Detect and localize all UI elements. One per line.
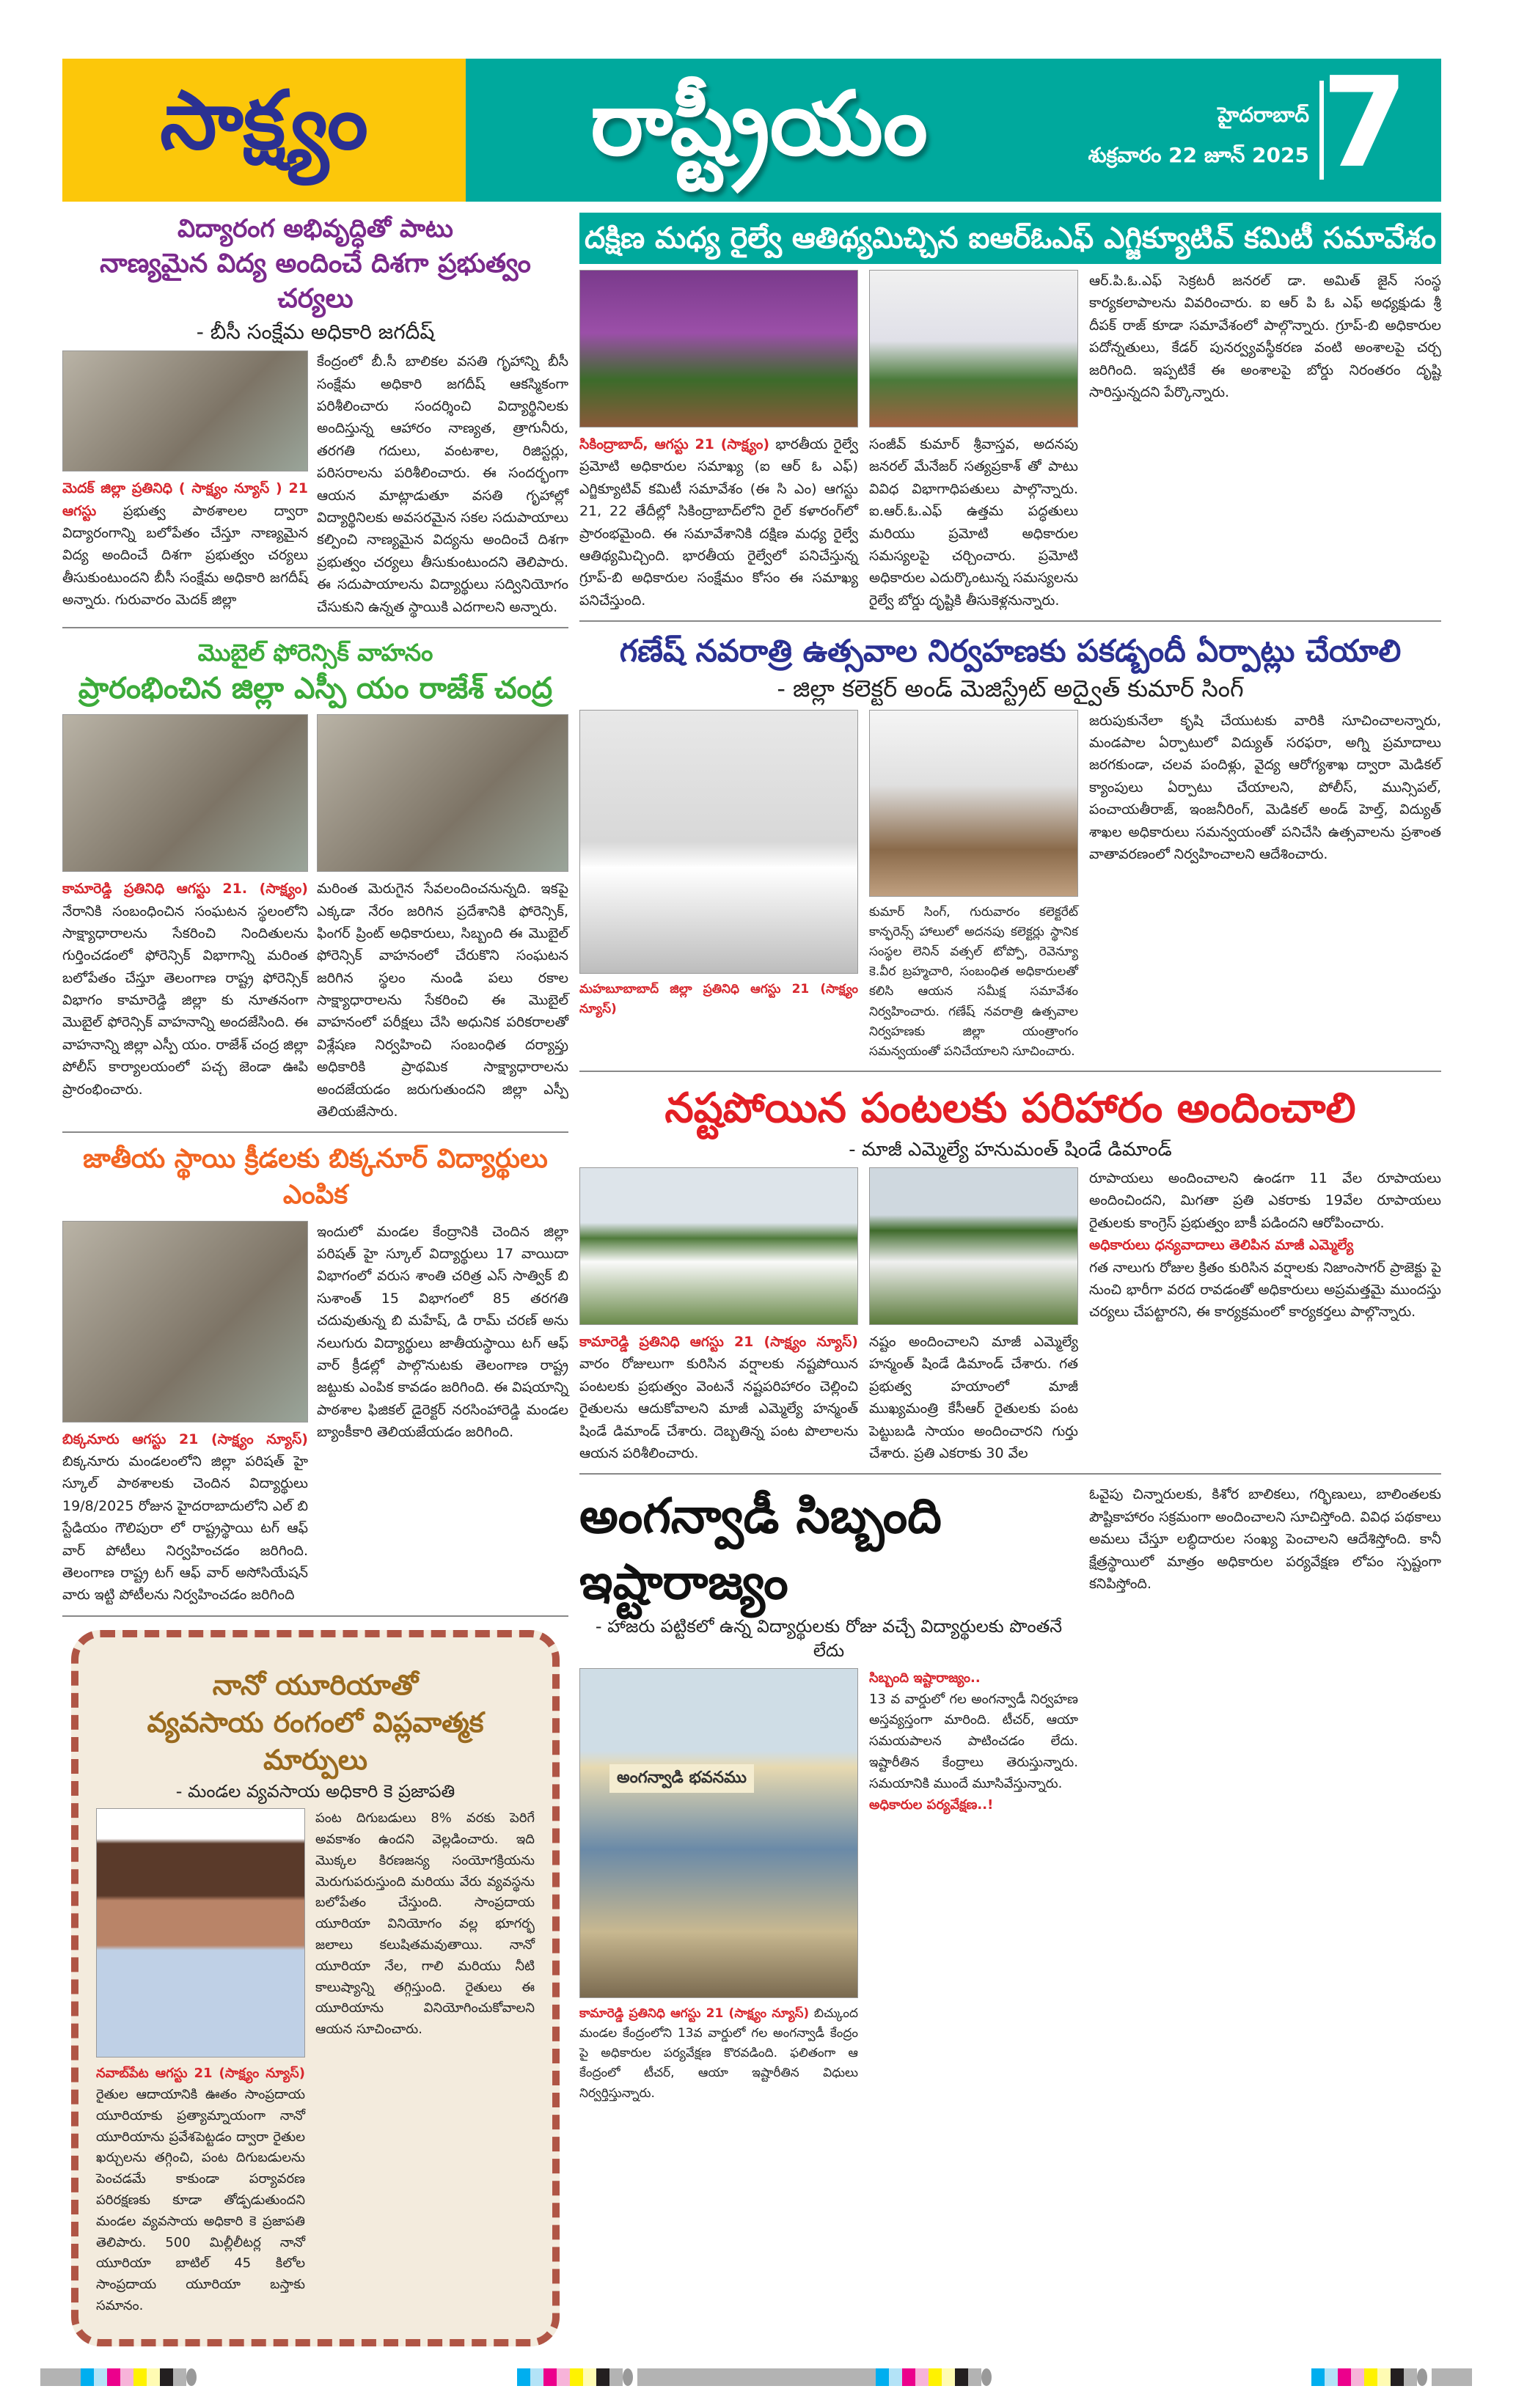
edition-date: శుక్రవారం 22 జూన్ 2025 (1088, 143, 1309, 167)
divider (579, 1071, 1441, 1072)
anganwadi-building-photo (579, 1668, 858, 1998)
building-sign: అంగన్వాడి భవనము (609, 1764, 754, 1793)
article-body (62, 1428, 308, 1607)
print-marks (0, 2346, 1516, 2408)
meeting-stage-photo (579, 270, 858, 427)
meeting-speaker-photo (869, 270, 1078, 427)
hostel-inspection-photo (62, 350, 308, 471)
crop-inspection-photo (579, 1167, 858, 1325)
sports-article (62, 1142, 568, 1606)
anganwadi-article (579, 1483, 1441, 2103)
article-body (579, 1331, 858, 1464)
students-photo (62, 1221, 308, 1423)
article-body (579, 980, 858, 1019)
article-headline: దక్షిణ మధ్య రైల్వే ఆతిథ్యమిచ్చిన ఐఆర్‌ఓఎఫ్ ఎగ్జిక్యూటివ్ కమిటీ సమావేశం (579, 213, 1441, 264)
field-visit-photo (869, 1167, 1078, 1325)
article-headline: ప్రారంభించిన జిల్లా ఎస్పీ యం రాజేశ్ చంద్ర (78, 672, 553, 706)
article-body: జరుపుకునేలా కృషి చేయుటకు వారికి సూచించాలన్నారు, మండపాల ఏర్పాటులో విద్యుత్ సరఫరా, అగ్ని ప్రమాదాలు జరగకుండా, చలవ పందిళ్లు, వైద్య ఆరోగ్యశాఖ ద్వారా మెడికల్ క్యాంపులు ఏర్పాటు చేయాలని, పోలీస్, మున్సిపల్, పంచాయతీరాజ్, ఇంజనీరింగ్, మెడికల్ అండ్ హెల్త్, విద్యుత్ శాఖల అధికారులు సమన్వయంతో పనిచేసి ఉత్సవాలను ప్రశాంత వాతావరణంలో నిర్వహించాలని ఆదేశించారు. (1089, 712, 1441, 862)
article-byline: - జిల్లా కలెక్టర్ అండ్ మెజిస్ట్రేట్ అద్వైత్ కుమార్ సింగ్ (777, 674, 1244, 702)
right-column (579, 213, 1441, 2104)
body-text: బిచ్కుంద మండల కేంద్రంలోని 13వ వార్డులో గల అంగన్వాడీ కేంద్రం పై అధికారుల పర్యవేక్షణ కొరవడింది. ఫలితంగా ఆ కేంద్రంలో టీచర్, ఆయా ఇష్టారీతిన విధులు నిర్వర్తిస్తున్నారు. (579, 2005, 858, 2101)
article-headline: గణేష్ నవరాత్రి ఉత్సవాల నిర్వహణకు పకడ్బందీ ఏర్పాట్లు చేయాలి (619, 633, 1402, 669)
body-text: బిక్కనూరు మండలంలోని జిల్లా పరిషత్ హై స్కూల్ పాఠశాలకు చెందిన విద్యార్థులు 19/8/2025 రోజున హైదరాబాదులోని ఎల్ బి స్టేడియం గౌలిపురా లో రాష్ట్రస్థాయి టగ్ ఆఫ్ వార్ పోటీలు నిర్వహించడం జరిగింది. తెలంగాణ రాష్ట్ర టగ్ ఆఫ్ వార్ అసోసియేషన్ వారు ఇట్టి పోటీలను నిర్వహించడం జరిగింది (62, 1453, 308, 1604)
officer-portrait-photo (96, 1808, 305, 2058)
article-kicker: మొబైల్ ఫోరెన్సిక్ వాహనం (197, 638, 433, 667)
dateline: కామారెడ్డి ప్రతినిధి ఆగస్టు 21 (సాక్ష్యం న్యూస్) (579, 2005, 810, 2021)
page-number: 7 (1321, 51, 1408, 196)
article-kicker: నానో యూరియాతో (212, 1668, 419, 1701)
divider (579, 620, 1441, 622)
education-article (62, 213, 568, 618)
article-body: మరింత మెరుగైన సేవలందించనున్నది. ఇకపై ఎక్కడా నేరం జరిగిన ప్రదేశానికి ఫోరెన్సిక్, ఫింగర్ ప్రింట్ అధికారులు, సిబ్బంది ఈ మొబైల్ ఫోరెన్సిక్ వాహనంలో చేరుకొని సంఘటన జరిగిన స్థలం నుండి పలు రకాల సాక్ష్యాధారాలను సేకరించి ఈ మొబైల్ వాహనంలో పరీక్షలు చేసి అధునిక పరికరాలతో విశ్లేషణ నిర్వహించి సంబంధిత దర్యాప్తు అధికారికి ప్రాథమిక సాక్ష్యాధారాలను అందజేయడం జరుగుతుందని జిల్లా ఎస్పీ తెలియజేసారు. (317, 881, 568, 1120)
print-color-bar (517, 2368, 992, 2386)
review-meeting-photo (869, 710, 1078, 897)
article-body: పంట దిగుబడులు 8% వరకు పెరిగే అవకాశం ఉందని వెల్లడించారు. ఇది మొక్కల కిరణజన్య సంయోగక్రియను మెరుగుపరుస్తుంది మరియు వేరు వ్యవస్థను బలోపేతం చేస్తుంది. సాంప్రదాయ యూరియా వినియోగం వల్ల భూగర్భ జలాలు కలుషితమవుతాయి. నానో యూరియా నేల, గాలి మరియు నీటి కాలుష్యాన్ని తగ్గిస్తుంది. రైతులు ఈ యూరియాను వినియోగించుకోవాలని ఆయన సూచించారు. (315, 1810, 535, 2038)
article-headline: వ్యవసాయ రంగంలో విప్లవాత్మక మార్పులు (147, 1706, 484, 1777)
article-kicker: విద్యారంగ అభివృద్ధితో పాటు (177, 214, 453, 243)
forensic-article (62, 637, 568, 1123)
print-color-bar (40, 2368, 197, 2386)
edition-city: హైదరాబాద్ (1217, 103, 1309, 127)
article-headline: నష్టపోయిన పంటలకు పరిహారం అందించాలి (664, 1084, 1356, 1133)
section-title: రాష్ట్రీయం (590, 73, 928, 175)
dateline: మహబూబాబాద్ జిల్లా ప్రతినిధి ఆగస్టు 21 (సాక్ష్యం న్యూస్) (579, 981, 858, 1016)
dateline: కామారెడ్డి ప్రతినిధి ఆగస్టు 21. (సాక్ష్యం) (62, 881, 308, 898)
dateline: బిక్కనూరు ఆగస్టు 21 (సాక్ష్యం న్యూస్) (62, 1431, 308, 1447)
logo-text: సాక్ష్యం (160, 73, 368, 167)
subheading: అధికారుల పర్యవేక్షణ..! (869, 1796, 994, 1813)
article-body: కేంద్రంలో బీ.సీ బాలికల వసతి గృహాన్ని బీసీ సంక్షేమ అధికారి జగదీష్ ఆకస్మికంగా పరిశీలించారు సందర్శించి విద్యార్థినిలకు అందిస్తున్న ఆహారం నాణ్యత, త్రాగునీరు, తరగతి గదులు, వంటశాల, రిజిస్టర్లు, పరిసరాలను పరిశీలించారు. ఈ సందర్భంగా ఆయన మాట్లాడుతూ వసతి గృహాల్లో విద్యార్థినిలకు అవసరమైన సకల సదుపాయాలు కల్పించి నాణ్యమైన విద్యను అందించే దిశగా ప్రభుత్వం చర్యలు తీసుకుంటుందని తెలిపారు. ఈ సదుపాయాలను విద్యార్థులు సద్వినియోగం చేసుకుని ఉన్నత స్థాయికి ఎదగాలని అన్నారు. (317, 353, 568, 615)
divider (62, 1131, 568, 1133)
article-body (1089, 1167, 1441, 1464)
article-headline: నాణ్యమైన విద్య అందించే దిశగా ప్రభుత్వం చర్యలు (100, 248, 531, 315)
dateline: కామారెడ్డి ప్రతినిధి ఆగస్టు 21 (సాక్ష్యం న్యూస్) (579, 1334, 858, 1351)
subheading: సిబ్బంది ఇష్టారాజ్యం.. (869, 1670, 981, 1686)
body-text: రైతుల ఆదాయానికి ఊతం సాంప్రదాయ యూరియాకు ప్రత్యామ్నాయంగా నానో యూరియాను ప్రవేశపెట్టడం ద్వారా రైతుల ఖర్చులను తగ్గించి, పంట దిగుబడులను పెంచడమే కాకుండా పర్యావరణ పరిరక్షణకు కూడా తోడ్పడుతుందని మండల వ్యవసాయ అధికారి కె ప్రజాపతి తెలిపారు. 500 మిల్లీలీటర్ల నానో యూరియా బాటిల్ 45 కిలోల సాంప్రదాయ యూరియా బస్తాకు సమానం. (96, 2087, 305, 2313)
flag-off-photo (317, 714, 568, 872)
body-text: వారం రోజులుగా కురిసిన వర్షాలకు నష్టపోయిన పంటలకు ప్రభుత్వం వెంటనే నష్టపరిహారం చెల్లించి రైతులను ఆదుకోవాలని మాజీ ఎమ్మెల్యే హన్మంత్ షిండే డిమాండ్ చేశారు. దెబ్బతిన్న పంట పొలాలను ఆయన పరిశీలించారు. (579, 1356, 858, 1462)
feature-box (71, 1630, 560, 2346)
article-body: కుమార్ సింగ్, గురువారం కలెక్టరేట్ కాన్ఫరెన్స్ హాలులో అదనపు కలెక్టర్లు స్థానిక సంస్థల లెనిన్ వత్సల్ టోప్పో, రెవెన్యూ కె.వీర బ్రహ్మచారి, సంబంధిత అధికారులతో కలిసి ఆయన సమీక్ష సమావేశం నిర్వహించారు. గణేష్ నవరాత్రి ఉత్సవాల నిర్వహణకు జిల్లా యంత్రాంగం సమన్వయంతో పనిచేయాలని సూచించారు. (869, 904, 1078, 1059)
article-body (579, 433, 858, 612)
article-body (62, 477, 308, 611)
divider (62, 1615, 568, 1617)
body-text: రూపాయలు అందించాలని ఉండగా 11 వేల రూపాయలు అందించిందని, మిగతా ప్రతి ఎకరాకు 19వేల రూపాయలు రైతులకు కాంగ్రెస్ ప్రభుత్వం బాకీ పడిందని ఆరోపించారు. (1089, 1170, 1441, 1231)
article-byline: - హాజరు పట్టికలో ఉన్న విద్యార్థులకు రోజు వచ్చే విద్యార్థులకు పొంతనే లేదు (595, 1615, 1063, 1662)
dateline: నవాబ్‌పేట ఆగస్టు 21 (సాక్ష్యం న్యూస్) (96, 2066, 305, 2082)
railway-article (579, 213, 1441, 612)
print-color-bar (1311, 2368, 1472, 2386)
article-byline: - మండల వ్యవసాయ అధికారి కె ప్రజాపతి (175, 1780, 455, 1802)
forensic-van-photo (62, 714, 308, 872)
dateline: సికింద్రాబాద్, ఆగస్టు 21 (సాక్ష్యం) (579, 436, 770, 452)
divider (579, 1473, 1441, 1475)
article-body (62, 878, 308, 1101)
article-byline: - మాజీ ఎమ్మెల్యే హనుమంత్ షిండే డిమాండ్ (849, 1138, 1172, 1161)
divider (62, 627, 568, 628)
subheading: అధికారులు ధన్యవాదాలు తెలిపిన మాజీ ఎమ్మెల్యే (1089, 1237, 1354, 1254)
body-text: భారతీయ రైల్వే ప్రమోటి అధికారుల సమాఖ్య (ఐ ఆర్ ఓ ఎఫ్) ఎగ్జిక్యూటివ్ కమిటీ సమావేశం (ఈ సి ఎం) ఆగస్టు 21, 22 తేదీల్లో సికింద్రాబాద్‌లోని రైల్ కళారంగ్‌లో ప్రారంభమైంది. ఈ సమావేశానికి దక్షిణ మధ్య రైల్వే ఆతిథ్యమిచ్చింది. భారతీయ రైల్వేలో పనిచేస్తున్న గ్రూప్-బి అధికారుల సంక్షేమం కోసం ఈ సమాఖ్య పనిచేస్తుంది. (579, 436, 858, 609)
article-body: ఆర్.పి.ఓ.ఎఫ్ సెక్రటరీ జనరల్ డా. అమిత్ జైన్ సంస్థ కార్యకలాపాలను వివరించారు. ఐ ఆర్ పి ఓ ఎఫ్ అధ్యక్షుడు శ్రీ దీపక్ రాజ్ కూడా సమావేశంలో పాల్గొన్నారు. గ్రూప్-బి అధికారుల పదోన్నతులు, కేడర్ పునర్వ్యవస్థీకరణ వంటి అంశాలపై చర్చ జరిగింది. ఇప్పటికే ఈ అంశాలపై బోర్డు నిరంతరం దృష్టి సారిస్తున్నదని పేర్కొన్నారు. (1089, 273, 1441, 400)
ganesh-article (579, 631, 1441, 1062)
collector-photo (579, 710, 858, 974)
body-text: నేరానికి సంబంధించిన సంఘటన స్థలంలోని సాక్ష్యాధారాలను సేకరించి నిందితులను గుర్తించడంలో ఫోరెన్సిక్ విభాగాన్ని మరింత బలోపేతం చేస్తూ తెలంగాణ రాష్ట్ర ఫోరెన్సిక్ విభాగం కామారెడ్డి జిల్లా కు నూతనంగా మొబైల్ ఫోరెన్సిక్ వాహనాన్ని అందజేసింది. ఈ వాహనాన్ని జిల్లా ఎస్పీ యం. రాజేశ్ చంద్ర జిల్లా పోలీస్ కార్యాలయంలో పచ్చ జెండా ఊపి ప్రారంభించారు. (62, 903, 308, 1098)
article-headline: అంగన్వాడీ సిబ్బంది ఇష్టారాజ్యం (579, 1488, 942, 1610)
body-text: ప్రభుత్వ పాఠశాలల ద్వారా విద్యారంగాన్ని బలోపేతం చేస్తూ నాణ్యమైన విద్య అందించే దిశగా ప్రభుత్వం చర్యలు తీసుకుంటుందని బీసీ సంక్షేమ అధికారి జగదీష్ అన్నారు. గురువారం మెదక్ జిల్లా (62, 502, 308, 609)
body-text: 13 వ వార్డులో గల అంగన్వాడీ నిర్వహణ అస్తవ్యస్తంగా మారింది. టీచర్, ఆయా సమయపాలన పాటించడం లేదు. ఇష్టారీతిన కేంద్రాలు తెరుస్తున్నారు. సమయానికి ముందే మూసివేస్తున్నారు. (869, 1691, 1078, 1791)
article-body (96, 2063, 305, 2317)
article-byline: - బీసీ సంక్షేమ అధికారి జగదీష్ (196, 320, 435, 345)
crops-article (579, 1081, 1441, 1464)
left-column (62, 213, 568, 2346)
article-body (579, 2004, 858, 2104)
dateline: మెదక్ జిల్లా ప్రతినిధి ( సాక్ష్యం న్యూస్ ) 21 ఆగస్టు (62, 480, 308, 519)
body-text: గత నాలుగు రోజుల క్రితం కురిసిన వర్షాలకు నిజాంసాగర్ ప్రాజెక్టు పై నుంచి భారీగా వరద రావడంతో అధికారులు అప్రమత్తమై ముందస్తు చర్యలు చేపట్టారని, ఈ కార్యక్రమంలో కార్యకర్తలు పాల్గొన్నారు. (1089, 1259, 1441, 1321)
article-headline: జాతీయ స్థాయి క్రీడలకు బిక్కనూర్ విద్యార్థులు ఎంపిక (83, 1144, 548, 1211)
article-body: సంజీవ్ కుమార్ శ్రీవాస్తవ, అదనపు జనరల్ మేనేజర్ సత్యప్రకాశ్ తో పాటు వివిధ విభాగాధిపతులు పాల్గొన్నారు. ఐ.ఆర్.ఓ.ఎఫ్ ఉత్తమ పద్ధతులు మరియు ప్రమోటి అధికారుల సమస్యలపై చర్చించారు. ప్రమోటి అధికారుల ఎదుర్కొంటున్న సమస్యలను రైల్వే బోర్డు దృష్టికి తీసుకెళ్లనున్నారు. (869, 436, 1078, 609)
article-body: నష్టం అందించాలని మాజీ ఎమ్మెల్యే హన్మంత్ షిండే డిమాండ్ చేశారు. గత ప్రభుత్వ హయాంలో మాజీ ముఖ్యమంత్రి కేసీఆర్ రైతులకు పంట పెట్టుబడి సాయం అందించారని గుర్తు చేశారు. ప్రతి ఎకరాకు 30 వేల (869, 1334, 1078, 1462)
article-body: ఓవైపు చిన్నారులకు, కిశోర బాలికలు, గర్భిణులు, బాలింతలకు పౌష్టికాహారం సక్రమంగా అందించాలని సూచిస్తోంది. వివిధ పథకాలు అమలు చేస్తూ లబ్ధిదారుల సంఖ్య పెంచాలని ఆదేశిస్తోంది. కానీ క్షేత్రస్థాయిలో మాత్రం అధికారుల పర్యవేక్షణ లోపం స్పష్టంగా కనిపిస్తోంది. (1089, 1486, 1441, 1592)
article-body: ఇందులో మండల కేంద్రానికి చెందిన జిల్లా పరిషత్ హై స్కూల్ విద్యార్థులు 17 వాయిదా విభాగంలో వరుస శాంతి చరిత్ర ఎస్ సాత్విక్ బి సుశాంత్ 15 విభాగంలో 85 తరగతి చదువుతున్న బి మహేష్, డి రామ్ చరణ్ అను నలుగురు విద్యార్థులు జాతీయస్థాయి టగ్ ఆఫ్ వార్ క్రీడల్లో పాల్గొనుటకు తెలంగాణ రాష్ట్ర జట్టుకు ఎంపిక కావడం జరిగింది. ఈ విషయాన్ని పాఠశాల ఫిజికల్ డైరెక్టర్ నరసింహారెడ్డి మండల బ్యాంకీకారి తెలియజేయడం జరిగింది. (317, 1223, 568, 1441)
article-body (869, 1668, 1078, 2104)
